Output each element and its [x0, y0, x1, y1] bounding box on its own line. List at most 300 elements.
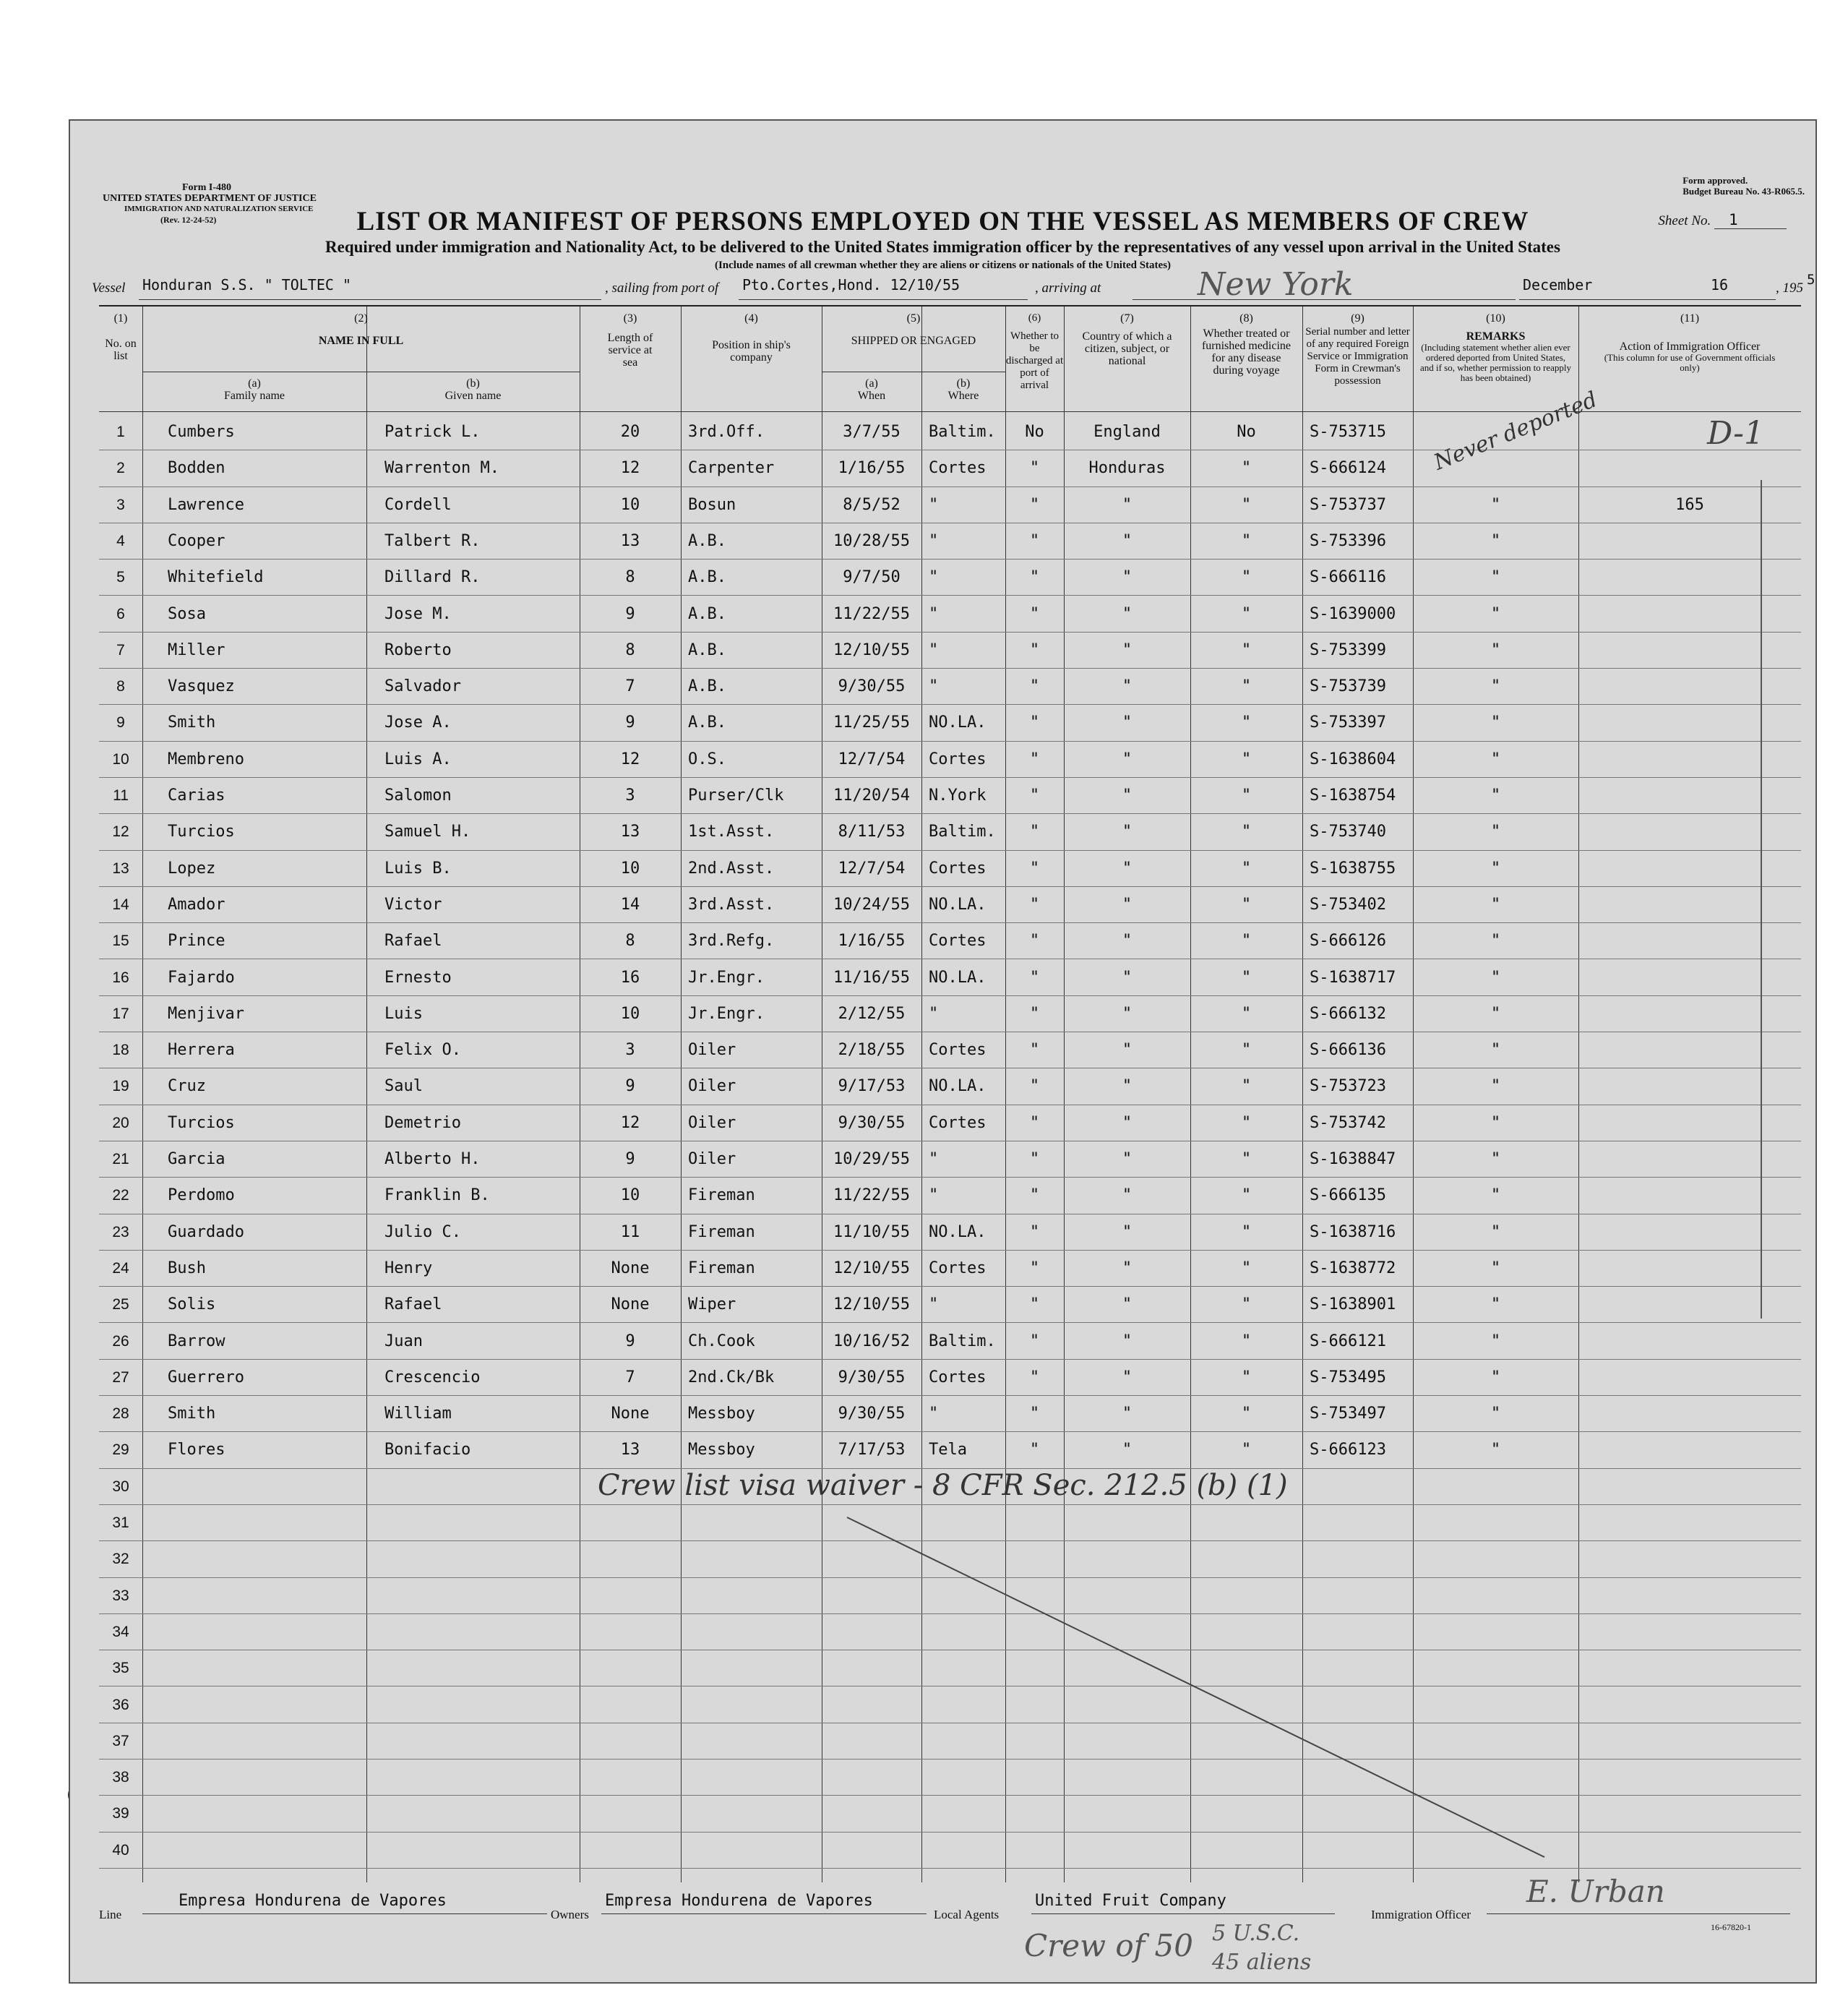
row-number: 39: [112, 1805, 129, 1822]
serial-number-cell: S-753739: [1310, 677, 1386, 696]
col-shipped-number: (5): [906, 312, 921, 325]
agents-value: United Fruit Company: [1035, 1892, 1226, 1910]
col-medicine-label: Whether treated or furnished medicine for any disease during voyage: [1201, 327, 1292, 377]
given-name-cell: Warrenton M.: [384, 459, 499, 478]
voyage-line: [92, 266, 1815, 303]
arriving-label: , arriving at: [1035, 280, 1101, 296]
col-family-label: Family name: [224, 390, 285, 402]
shipped-where-cell: Cortes: [929, 1041, 987, 1060]
medicine-cell: ": [1241, 1222, 1252, 1241]
shipped-when-cell: 2/12/55: [838, 1004, 906, 1023]
owners-label: Owners: [551, 1908, 589, 1921]
discharged-cell: ": [1029, 1077, 1040, 1096]
given-name-cell: Victor: [384, 895, 442, 914]
discharged-cell: ": [1029, 677, 1040, 696]
family-name-cell: Turcios: [168, 1113, 235, 1132]
sailing-port: Pto.Cortes,Hond. 12/10/55: [742, 276, 960, 293]
medicine-cell: ": [1241, 1113, 1252, 1132]
service-length-cell: 3: [625, 786, 635, 805]
shipped-where-cell: Tela: [929, 1441, 967, 1460]
row-number: 21: [112, 1151, 129, 1167]
col-country-label: Country of which a citizen, subject, or national: [1082, 330, 1172, 367]
discharged-cell: ": [1029, 932, 1040, 951]
service-length-cell: 12: [620, 750, 640, 768]
serial-number-cell: S-753740: [1310, 823, 1386, 841]
year-suffix: 5: [1807, 272, 1815, 288]
shipped-when-cell: 1/16/55: [838, 932, 906, 951]
shipped-when-cell: 1/16/55: [838, 459, 906, 478]
country-cell: ": [1122, 859, 1133, 878]
service-length-cell: 9: [625, 1077, 635, 1096]
service-length-cell: 16: [620, 968, 640, 987]
position-cell: 3rd.Off.: [688, 423, 765, 441]
row-number: 26: [112, 1332, 129, 1350]
budget-number: Budget Bureau No. 43-R065.5.: [1682, 186, 1805, 197]
row-number: 4: [116, 532, 125, 549]
shipped-when-cell: 11/20/54: [833, 786, 910, 805]
remarks-cell: ": [1490, 750, 1501, 768]
position-cell: Bosun: [688, 495, 736, 514]
position-cell: 3rd.Asst.: [688, 895, 775, 914]
serial-number-cell: S-1638754: [1310, 786, 1396, 805]
col-position-number: (4): [744, 312, 758, 325]
medicine-cell: ": [1241, 1259, 1252, 1277]
include-note: (Include names of all crewman whether they are aliens or citizens or nationals of the United States): [714, 260, 1172, 271]
country-cell: England: [1093, 423, 1161, 441]
discharged-cell: ": [1029, 568, 1040, 587]
medicine-cell: ": [1241, 568, 1252, 587]
service-length-cell: 11: [620, 1222, 640, 1241]
col-family-number: (a): [248, 377, 261, 390]
medicine-cell: ": [1241, 786, 1252, 805]
country-cell: ": [1122, 1041, 1133, 1060]
family-name-cell: Carias: [168, 786, 225, 805]
shipped-where-cell: ": [929, 531, 939, 550]
row-number: 24: [112, 1259, 129, 1277]
given-name-cell: Salomon: [384, 786, 452, 805]
col-when-label: When: [857, 390, 886, 402]
shipped-when-cell: 2/18/55: [838, 1041, 906, 1060]
shipped-where-cell: NO.LA.: [929, 968, 987, 987]
medicine-cell: ": [1241, 1004, 1252, 1023]
given-name-cell: Alberto H.: [384, 1150, 481, 1168]
country-cell: ": [1122, 1405, 1133, 1423]
shipped-when-cell: 11/22/55: [833, 1186, 910, 1205]
remarks-cell: ": [1490, 1405, 1501, 1423]
remarks-cell: ": [1490, 932, 1501, 951]
shipped-when-cell: 7/17/53: [838, 1441, 906, 1460]
discharged-cell: No: [1025, 423, 1044, 441]
remarks-cell: ": [1490, 604, 1501, 623]
shipped-where-cell: ": [929, 604, 939, 623]
form-footer: [99, 1874, 1801, 1935]
serial-number-cell: S-753737: [1310, 495, 1386, 514]
arrival-day: 16: [1711, 276, 1729, 293]
remarks-cell: ": [1490, 823, 1501, 841]
col-remarks-number: (10): [1486, 312, 1505, 325]
agents-label: Local Agents: [934, 1908, 1000, 1921]
serial-number-cell: S-753396: [1310, 531, 1386, 550]
row-number: 8: [116, 678, 125, 695]
discharged-cell: ": [1029, 1113, 1040, 1132]
row-number: 28: [112, 1405, 129, 1423]
family-name-cell: Turcios: [168, 823, 235, 841]
service-length-cell: 20: [620, 423, 640, 441]
row-number: 23: [112, 1223, 129, 1240]
discharged-cell: ": [1029, 859, 1040, 878]
country-cell: ": [1122, 968, 1133, 987]
serial-number-cell: S-753742: [1310, 1113, 1386, 1132]
serial-number-cell: S-1639000: [1310, 604, 1396, 623]
country-cell: ": [1122, 1368, 1133, 1386]
remarks-cell: ": [1490, 640, 1501, 659]
vessel-name: Honduran S.S. " TOLTEC ": [142, 276, 351, 293]
medicine-cell: ": [1241, 1150, 1252, 1168]
given-name-cell: Patrick L.: [384, 423, 481, 441]
given-name-cell: Rafael: [384, 1295, 442, 1314]
service-length-cell: None: [611, 1405, 650, 1423]
form-approval: [1682, 175, 1805, 197]
position-cell: 2nd.Asst.: [688, 859, 775, 878]
col-no-label: No. on list: [105, 338, 137, 362]
row-number: 22: [112, 1187, 129, 1204]
shipped-when-cell: 8/5/52: [843, 495, 901, 514]
crew-citizens-handwriting: 5 U.S.C.: [1212, 1921, 1300, 1946]
medicine-cell: ": [1241, 604, 1252, 623]
row-number: 5: [116, 569, 125, 586]
row-number: 30: [112, 1478, 129, 1495]
remarks-cell: ": [1490, 1368, 1501, 1386]
service-length-cell: 10: [620, 1004, 640, 1023]
remarks-cell: ": [1490, 1259, 1501, 1277]
given-name-cell: Jose M.: [384, 604, 452, 623]
sailing-label: , sailing from port of: [605, 280, 719, 296]
country-cell: ": [1122, 713, 1133, 732]
medicine-cell: ": [1241, 677, 1252, 696]
year-prefix: , 195: [1776, 280, 1803, 296]
medicine-cell: ": [1241, 750, 1252, 768]
col-action-number: (11): [1680, 312, 1700, 325]
row-number: 17: [112, 1005, 129, 1022]
serial-number-cell: S-1638604: [1310, 750, 1396, 768]
visa-waiver-handwriting: Crew list visa waiver - 8 CFR Sec. 212.5 (b) (1): [598, 1469, 1288, 1502]
remarks-cell: ": [1490, 968, 1501, 987]
country-cell: ": [1122, 1004, 1133, 1023]
position-cell: A.B.: [688, 640, 726, 659]
family-name-cell: Amador: [168, 895, 225, 914]
given-name-cell: Luis: [384, 1004, 423, 1023]
row-number: 2: [116, 460, 125, 477]
given-name-cell: Rafael: [384, 932, 442, 951]
serial-number-cell: S-666132: [1310, 1004, 1386, 1023]
family-name-cell: Lawrence: [168, 495, 244, 514]
shipped-where-cell: ": [929, 677, 939, 696]
row-number: 15: [112, 933, 129, 950]
medicine-cell: ": [1241, 968, 1252, 987]
serial-number-cell: S-666126: [1310, 932, 1386, 951]
col-name-label: NAME IN FULL: [318, 335, 404, 347]
position-cell: 1st.Asst.: [688, 823, 775, 841]
position-cell: Oiler: [688, 1077, 736, 1096]
serial-number-cell: S-666136: [1310, 1041, 1386, 1060]
country-cell: ": [1122, 604, 1133, 623]
discharged-cell: ": [1029, 531, 1040, 550]
given-name-cell: Henry: [384, 1259, 433, 1277]
serial-number-cell: S-666135: [1310, 1186, 1386, 1205]
shipped-where-cell: N.York: [929, 786, 987, 805]
serial-number-cell: S-1638847: [1310, 1150, 1396, 1168]
medicine-cell: ": [1241, 1186, 1252, 1205]
shipped-when-cell: 12/10/55: [833, 1295, 910, 1314]
position-cell: Messboy: [688, 1441, 755, 1460]
medicine-cell: ": [1241, 1295, 1252, 1314]
shipped-where-cell: NO.LA.: [929, 713, 987, 732]
row-number: 19: [112, 1078, 129, 1095]
discharged-cell: ": [1029, 1441, 1040, 1460]
service-length-cell: 7: [625, 677, 635, 696]
row-number: 32: [112, 1551, 129, 1568]
shipped-where-cell: ": [929, 1150, 939, 1168]
position-cell: Fireman: [688, 1222, 755, 1241]
position-cell: 2nd.Ck/Bk: [688, 1368, 775, 1386]
given-name-cell: William: [384, 1405, 452, 1423]
family-name-cell: Cooper: [168, 531, 225, 550]
remarks-cell: ": [1490, 1186, 1501, 1205]
family-name-cell: Garcia: [168, 1150, 225, 1168]
discharged-cell: ": [1029, 1004, 1040, 1023]
remarks-cell: ": [1490, 1222, 1501, 1241]
service-length-cell: 13: [620, 823, 640, 841]
position-cell: Oiler: [688, 1041, 736, 1060]
given-name-cell: Saul: [384, 1077, 423, 1096]
row-number: 38: [112, 1769, 129, 1786]
given-name-cell: Jose A.: [384, 713, 452, 732]
country-cell: ": [1122, 1113, 1133, 1132]
serial-number-cell: S-666124: [1310, 459, 1386, 478]
medicine-cell: ": [1241, 459, 1252, 478]
service-length-cell: 13: [620, 531, 640, 550]
country-cell: ": [1122, 1186, 1133, 1205]
remarks-cell: ": [1490, 1113, 1501, 1132]
discharged-cell: ": [1029, 604, 1040, 623]
remarks-cell: ": [1490, 1041, 1501, 1060]
position-cell: Jr.Engr.: [688, 968, 765, 987]
given-name-cell: Salvador: [384, 677, 461, 696]
row-number: 37: [112, 1732, 129, 1749]
serial-number-cell: S-1638901: [1310, 1295, 1396, 1314]
shipped-when-cell: 11/10/55: [833, 1222, 910, 1241]
shipped-when-cell: 9/17/53: [838, 1077, 906, 1096]
service-name: IMMIGRATION AND NATURALIZATION SERVICE: [124, 205, 314, 213]
waiver-stroke: [99, 307, 1801, 1882]
sheet-number: [1658, 211, 1787, 229]
shipped-when-cell: 11/16/55: [833, 968, 910, 987]
service-length-cell: 8: [625, 640, 635, 659]
shipped-where-cell: Cortes: [929, 1368, 987, 1386]
shipped-where-cell: Cortes: [929, 750, 987, 768]
country-cell: ": [1122, 786, 1133, 805]
family-name-cell: Fajardo: [168, 968, 235, 987]
country-cell: ": [1122, 568, 1133, 587]
row-number: 12: [112, 823, 129, 841]
shipped-where-cell: Cortes: [929, 1113, 987, 1132]
given-name-cell: Bonifacio: [384, 1441, 471, 1460]
discharged-cell: ": [1029, 1041, 1040, 1060]
country-cell: ": [1122, 677, 1133, 696]
print-code: 16-67820-1: [1711, 1922, 1751, 1932]
medicine-cell: ": [1241, 531, 1252, 550]
vessel-label: Vessel: [92, 280, 126, 296]
crew-summary-handwriting: Crew of 50: [1024, 1928, 1193, 1963]
shipped-when-cell: 8/11/53: [838, 823, 906, 841]
service-length-cell: 10: [620, 859, 640, 878]
service-length-cell: 14: [620, 895, 640, 914]
col-action-label: Action of Immigration Officer: [1619, 340, 1761, 353]
remarks-cell: ": [1490, 568, 1501, 587]
shipped-where-cell: Cortes: [929, 932, 987, 951]
country-cell: ": [1122, 932, 1133, 951]
serial-number-cell: S-753715: [1310, 423, 1386, 441]
serial-number-cell: S-666116: [1310, 568, 1386, 587]
remarks-cell: ": [1490, 1077, 1501, 1096]
col-remarks-label: REMARKS: [1466, 330, 1526, 343]
discharged-cell: ": [1029, 713, 1040, 732]
position-cell: Ch.Cook: [688, 1332, 755, 1350]
discharged-cell: ": [1029, 823, 1040, 841]
row-number: 16: [112, 969, 129, 986]
owners-value: Empresa Hondurena de Vapores: [605, 1892, 873, 1910]
shipped-where-cell: ": [929, 1004, 939, 1023]
officer-action-cell: 165: [1675, 495, 1704, 514]
discharged-cell: ": [1029, 1332, 1040, 1350]
remarks-cell: ": [1490, 495, 1501, 514]
serial-number-cell: S-666121: [1310, 1332, 1386, 1350]
family-name-cell: Perdomo: [168, 1186, 235, 1205]
shipped-where-cell: ": [929, 495, 939, 514]
position-cell: Oiler: [688, 1113, 736, 1132]
country-cell: ": [1122, 1077, 1133, 1096]
medicine-cell: ": [1241, 1332, 1252, 1350]
given-name-cell: Roberto: [384, 640, 452, 659]
medicine-cell: ": [1241, 495, 1252, 514]
medicine-cell: ": [1241, 859, 1252, 878]
position-cell: A.B.: [688, 568, 726, 587]
country-cell: ": [1122, 823, 1133, 841]
service-length-cell: 7: [625, 1368, 635, 1386]
family-name-cell: Lopez: [168, 859, 216, 878]
shipped-when-cell: 12/10/55: [833, 640, 910, 659]
given-name-cell: Talbert R.: [384, 531, 481, 550]
service-length-cell: None: [611, 1295, 650, 1314]
service-length-cell: 10: [620, 495, 640, 514]
service-length-cell: 8: [625, 932, 635, 951]
position-cell: Oiler: [688, 1150, 736, 1168]
row-number: 6: [116, 605, 125, 622]
medicine-cell: ": [1241, 640, 1252, 659]
shipped-where-cell: ": [929, 640, 939, 659]
form-approved: Form approved.: [1682, 175, 1748, 186]
discharged-cell: ": [1029, 1222, 1040, 1241]
remarks-cell: ": [1490, 1150, 1501, 1168]
discharged-cell: ": [1029, 895, 1040, 914]
given-name-cell: Luis B.: [384, 859, 452, 878]
col-discharged-label: Whether to be discharged at port of arrival: [1005, 330, 1064, 391]
service-length-cell: 9: [625, 1150, 635, 1168]
shipped-when-cell: 12/10/55: [833, 1259, 910, 1277]
family-name-cell: Sosa: [168, 604, 206, 623]
serial-number-cell: S-666123: [1310, 1441, 1386, 1460]
row-number: 27: [112, 1368, 129, 1386]
col-serial-number: (9): [1351, 312, 1364, 325]
col-name-number: (2): [354, 312, 368, 325]
shipped-when-cell: 10/28/55: [833, 531, 910, 550]
medicine-cell: ": [1241, 1041, 1252, 1060]
service-length-cell: 13: [620, 1441, 640, 1460]
discharged-cell: ": [1029, 1368, 1040, 1386]
shipped-where-cell: NO.LA.: [929, 1077, 987, 1096]
position-cell: Fireman: [688, 1186, 755, 1205]
shipped-when-cell: 10/16/52: [833, 1332, 910, 1350]
row-number: 14: [112, 896, 129, 913]
row-number: 35: [112, 1660, 129, 1677]
discharged-cell: ": [1029, 968, 1040, 987]
discharged-cell: ": [1029, 640, 1040, 659]
col-action-note: (This column for use of Government officials only): [1604, 352, 1776, 373]
medicine-cell: ": [1241, 1405, 1252, 1423]
discharged-cell: ": [1029, 1295, 1040, 1314]
medicine-cell: ": [1241, 932, 1252, 951]
family-name-cell: Vasquez: [168, 677, 235, 696]
remarks-cell: ": [1490, 895, 1501, 914]
agency-name: UNITED STATES DEPARTMENT OF JUSTICE: [103, 193, 317, 204]
family-name-cell: Herrera: [168, 1041, 235, 1060]
position-cell: 3rd.Refg.: [688, 932, 775, 951]
service-length-cell: 3: [625, 1041, 635, 1060]
discharged-cell: ": [1029, 1259, 1040, 1277]
serial-number-cell: S-1638717: [1310, 968, 1396, 987]
remarks-cell: ": [1490, 1295, 1501, 1314]
row-number: 20: [112, 1114, 129, 1131]
officer-label: Immigration Officer: [1371, 1908, 1471, 1921]
country-cell: ": [1122, 640, 1133, 659]
row-number: 40: [112, 1841, 129, 1859]
medicine-cell: No: [1237, 423, 1256, 441]
row-number: 10: [112, 750, 129, 768]
medicine-cell: ": [1241, 713, 1252, 732]
row-number: 13: [112, 860, 129, 877]
shipped-where-cell: Cortes: [929, 859, 987, 878]
remarks-cell: ": [1490, 1332, 1501, 1350]
form-number: Form I-480: [182, 182, 232, 193]
country-cell: ": [1122, 750, 1133, 768]
arrival-port: New York: [1198, 266, 1354, 303]
col-no-number: (1): [113, 312, 128, 325]
family-name-cell: Cumbers: [168, 423, 235, 441]
action-handwriting: D-1: [1707, 415, 1764, 452]
country-cell: ": [1122, 1295, 1133, 1314]
given-name-cell: Felix O.: [384, 1041, 461, 1060]
row-number: 34: [112, 1623, 129, 1640]
shipped-when-cell: 11/25/55: [833, 713, 910, 732]
medicine-cell: ": [1241, 823, 1252, 841]
family-name-cell: Membreno: [168, 750, 244, 768]
col-when-number: (a): [865, 377, 878, 390]
sheet-value: 1: [1714, 211, 1787, 229]
family-name-cell: Barrow: [168, 1332, 225, 1350]
medicine-cell: ": [1241, 1077, 1252, 1096]
col-position-label: Position in ship's company: [712, 339, 791, 364]
col-remarks-note: (Including statement whether alien ever ordered deported from United States, and if so, whether permission to reapply has been obtained): [1419, 342, 1572, 383]
